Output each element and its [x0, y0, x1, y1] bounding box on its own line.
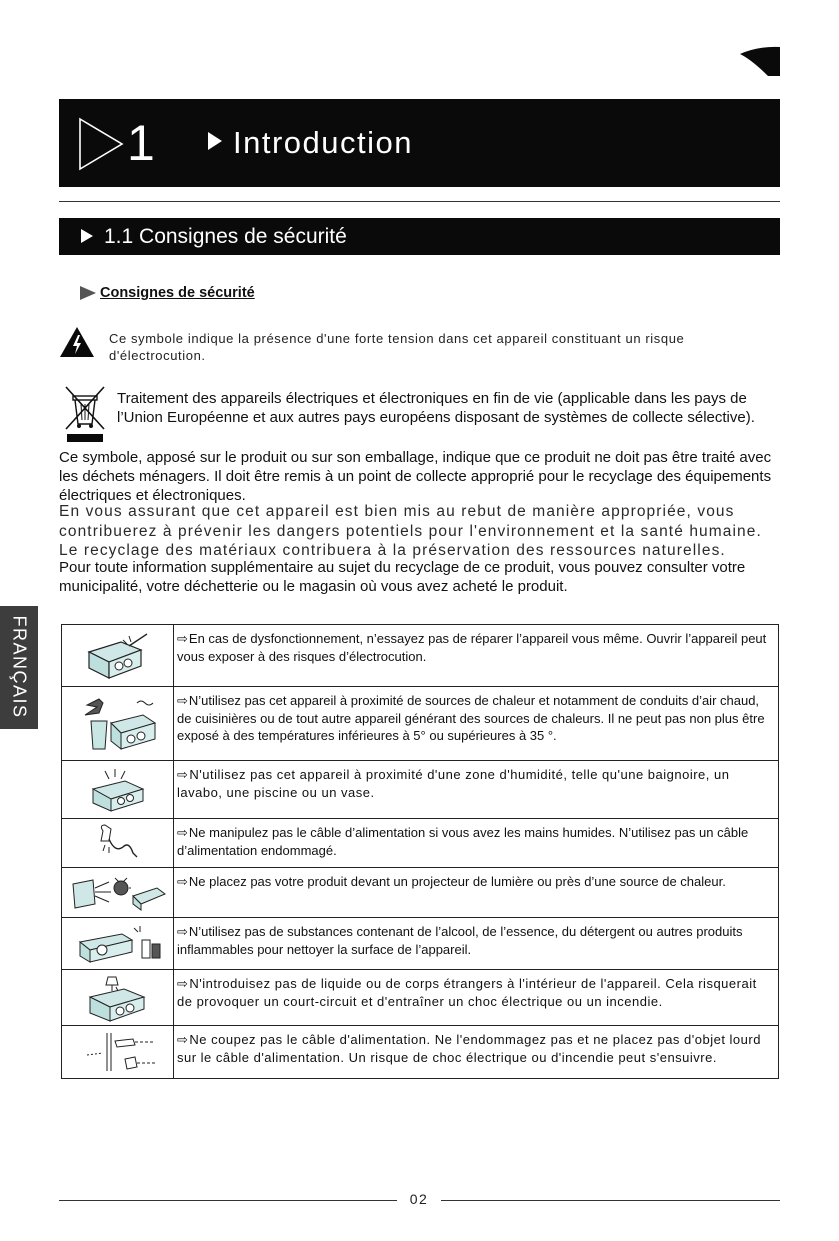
subheading-text: Consignes de sécurité	[100, 285, 255, 301]
subheading	[80, 285, 255, 301]
safety-row-text: N’utilisez pas cet appareil à proximité de sources de chaleur et notamment de conduits d’air chaud, de cuisinières ou de tout autre appareil générant des sources de chaleurs. Il ne peut pas non plus être exposé à des températures inférieures à 5° ou supérieures à 35 °.	[177, 693, 765, 743]
humidity-icon	[85, 767, 151, 813]
safety-row-text: En cas de dysfonctionnement, n’essayez pas de réparer l’appareil vous même. Ouvrir l’appareil peut vous exposer à des risques d’électrocution.	[177, 631, 767, 664]
safety-illustration-cell	[62, 868, 174, 917]
safety-row	[62, 760, 778, 818]
safety-row	[62, 867, 778, 917]
safety-illustration-cell	[62, 819, 174, 867]
do-not-repair-icon	[83, 632, 153, 680]
language-side-tab	[0, 606, 38, 729]
page-number: 02	[409, 1191, 429, 1207]
footer-rule-left	[59, 1200, 397, 1201]
heat-source-icon	[77, 695, 159, 753]
chapter-arrow-icon	[208, 132, 222, 150]
section-arrow-icon	[81, 229, 93, 243]
safety-text	[174, 761, 778, 818]
no-chemicals-icon	[72, 924, 164, 964]
safety-row-text: N'introduisez pas de liquide ou de corps étrangers à l'intérieur de l'appareil. Cela risquerait de provoquer un court-circuit et d'entraîner un choc électrique ou un incendie.	[177, 976, 757, 1009]
paragraph-recycling: En vous assurant que cet appareil est bien mis au rebut de manière appropriée, vous contribuerez à prévenir les dangers potentiels pour l'environnement et la santé humaine. Le recyclage des matériaux contribuera à la préservation des ressources naturelles.	[59, 503, 762, 559]
weee-text: Traitement des appareils électriques et électroniques en fin de vie (applicable dans les pays de l’Union Européenne et aux autres pays européens disposant de systèmes de collecte sélective).	[117, 390, 755, 426]
paragraph-disposal: Ce symbole, apposé sur le produit ou sur son emballage, indique que ce produit ne doit pas être traité avec les déchets ménagers. Il doit être remis à un point de collecte approprié pour le recyclage des équipements électriques et électroniques.	[59, 449, 772, 504]
safety-row-text: N’utilisez pas de substances contenant de l’alcool, de l’essence, du détergent ou autres produits inflammables pour nettoyer la surface de l’appareil.	[177, 924, 743, 957]
safety-row	[62, 1025, 778, 1078]
footer-rule-right	[441, 1200, 780, 1201]
pointer-arrow-icon: ⇨	[177, 924, 188, 939]
wet-hands-cable-icon	[93, 823, 143, 863]
safety-illustration-cell	[62, 970, 174, 1025]
pointer-arrow-icon: ⇨	[177, 767, 189, 782]
corner-tab-marker	[738, 46, 780, 76]
safety-text	[174, 625, 778, 686]
section-bar	[59, 218, 780, 255]
chapter-outline-arrow-icon	[78, 117, 124, 171]
cable-damage-icon	[77, 1031, 159, 1073]
safety-row	[62, 969, 778, 1025]
safety-row	[62, 686, 778, 760]
safety-text	[174, 819, 778, 867]
chapter-title: Introduction	[233, 125, 413, 160]
safety-row-text: N'utilisez pas cet appareil à proximité d'une zone d'humidité, telle qu'une baignoire, un lavabo, une piscine ou un vase.	[177, 767, 730, 800]
pointer-arrow-icon: ⇨	[177, 825, 188, 840]
safety-row-text: Ne placez pas votre produit devant un projecteur de lumière ou près d’une source de chaleur.	[188, 874, 726, 889]
warning-text: Ce symbole indique la présence d'une forte tension dans cet appareil constituant un risque d'électrocution.	[109, 331, 685, 363]
safety-illustration-cell	[62, 687, 174, 760]
pointer-arrow-icon: ⇨	[177, 1032, 189, 1047]
language-label: FRANÇAIS	[9, 615, 30, 719]
safety-text	[174, 970, 778, 1025]
safety-illustration-cell	[62, 918, 174, 969]
subheading-arrow-icon	[80, 286, 96, 300]
high-voltage-warning-icon	[59, 326, 95, 358]
safety-row	[62, 818, 778, 867]
pointer-arrow-icon: ⇨	[177, 976, 189, 991]
safety-illustration-cell	[62, 761, 174, 818]
pointer-arrow-icon: ⇨	[177, 693, 188, 708]
safety-row	[62, 917, 778, 969]
safety-row-text: Ne coupez pas le câble d'alimentation. Ne l'endommagez pas et ne placez pas d'objet lourd sur le câble d'alimentation. Un risque de choc électrique ou d'incendie peut s'ensuivre.	[177, 1032, 761, 1065]
light-projector-icon	[69, 874, 167, 912]
section-title: 1.1 Consignes de sécurité	[104, 225, 347, 248]
crossed-out-bin-icon	[63, 384, 107, 446]
chapter-number: 1	[127, 115, 155, 171]
divider	[59, 201, 780, 202]
safety-text	[174, 687, 778, 760]
safety-row-text: Ne manipulez pas le câble d’alimentation si vous avez les mains humides. N’utilisez pas un câble d’alimentation endommagé.	[177, 825, 749, 858]
paragraph-more-info: Pour toute information supplémentaire au sujet du recyclage de ce produit, vous pouvez consulter votre municipalité, votre déchetterie ou le magasin où vous avez acheté le produit.	[59, 559, 746, 595]
pointer-arrow-icon: ⇨	[177, 874, 188, 889]
safety-row	[62, 625, 778, 686]
no-liquids-icon	[82, 973, 154, 1023]
safety-text	[174, 868, 778, 917]
safety-table	[61, 624, 779, 1079]
safety-illustration-cell	[62, 1026, 174, 1078]
safety-text	[174, 1026, 778, 1078]
safety-text	[174, 918, 778, 969]
safety-illustration-cell	[62, 625, 174, 686]
chapter-banner	[59, 99, 780, 187]
pointer-arrow-icon: ⇨	[177, 631, 188, 646]
